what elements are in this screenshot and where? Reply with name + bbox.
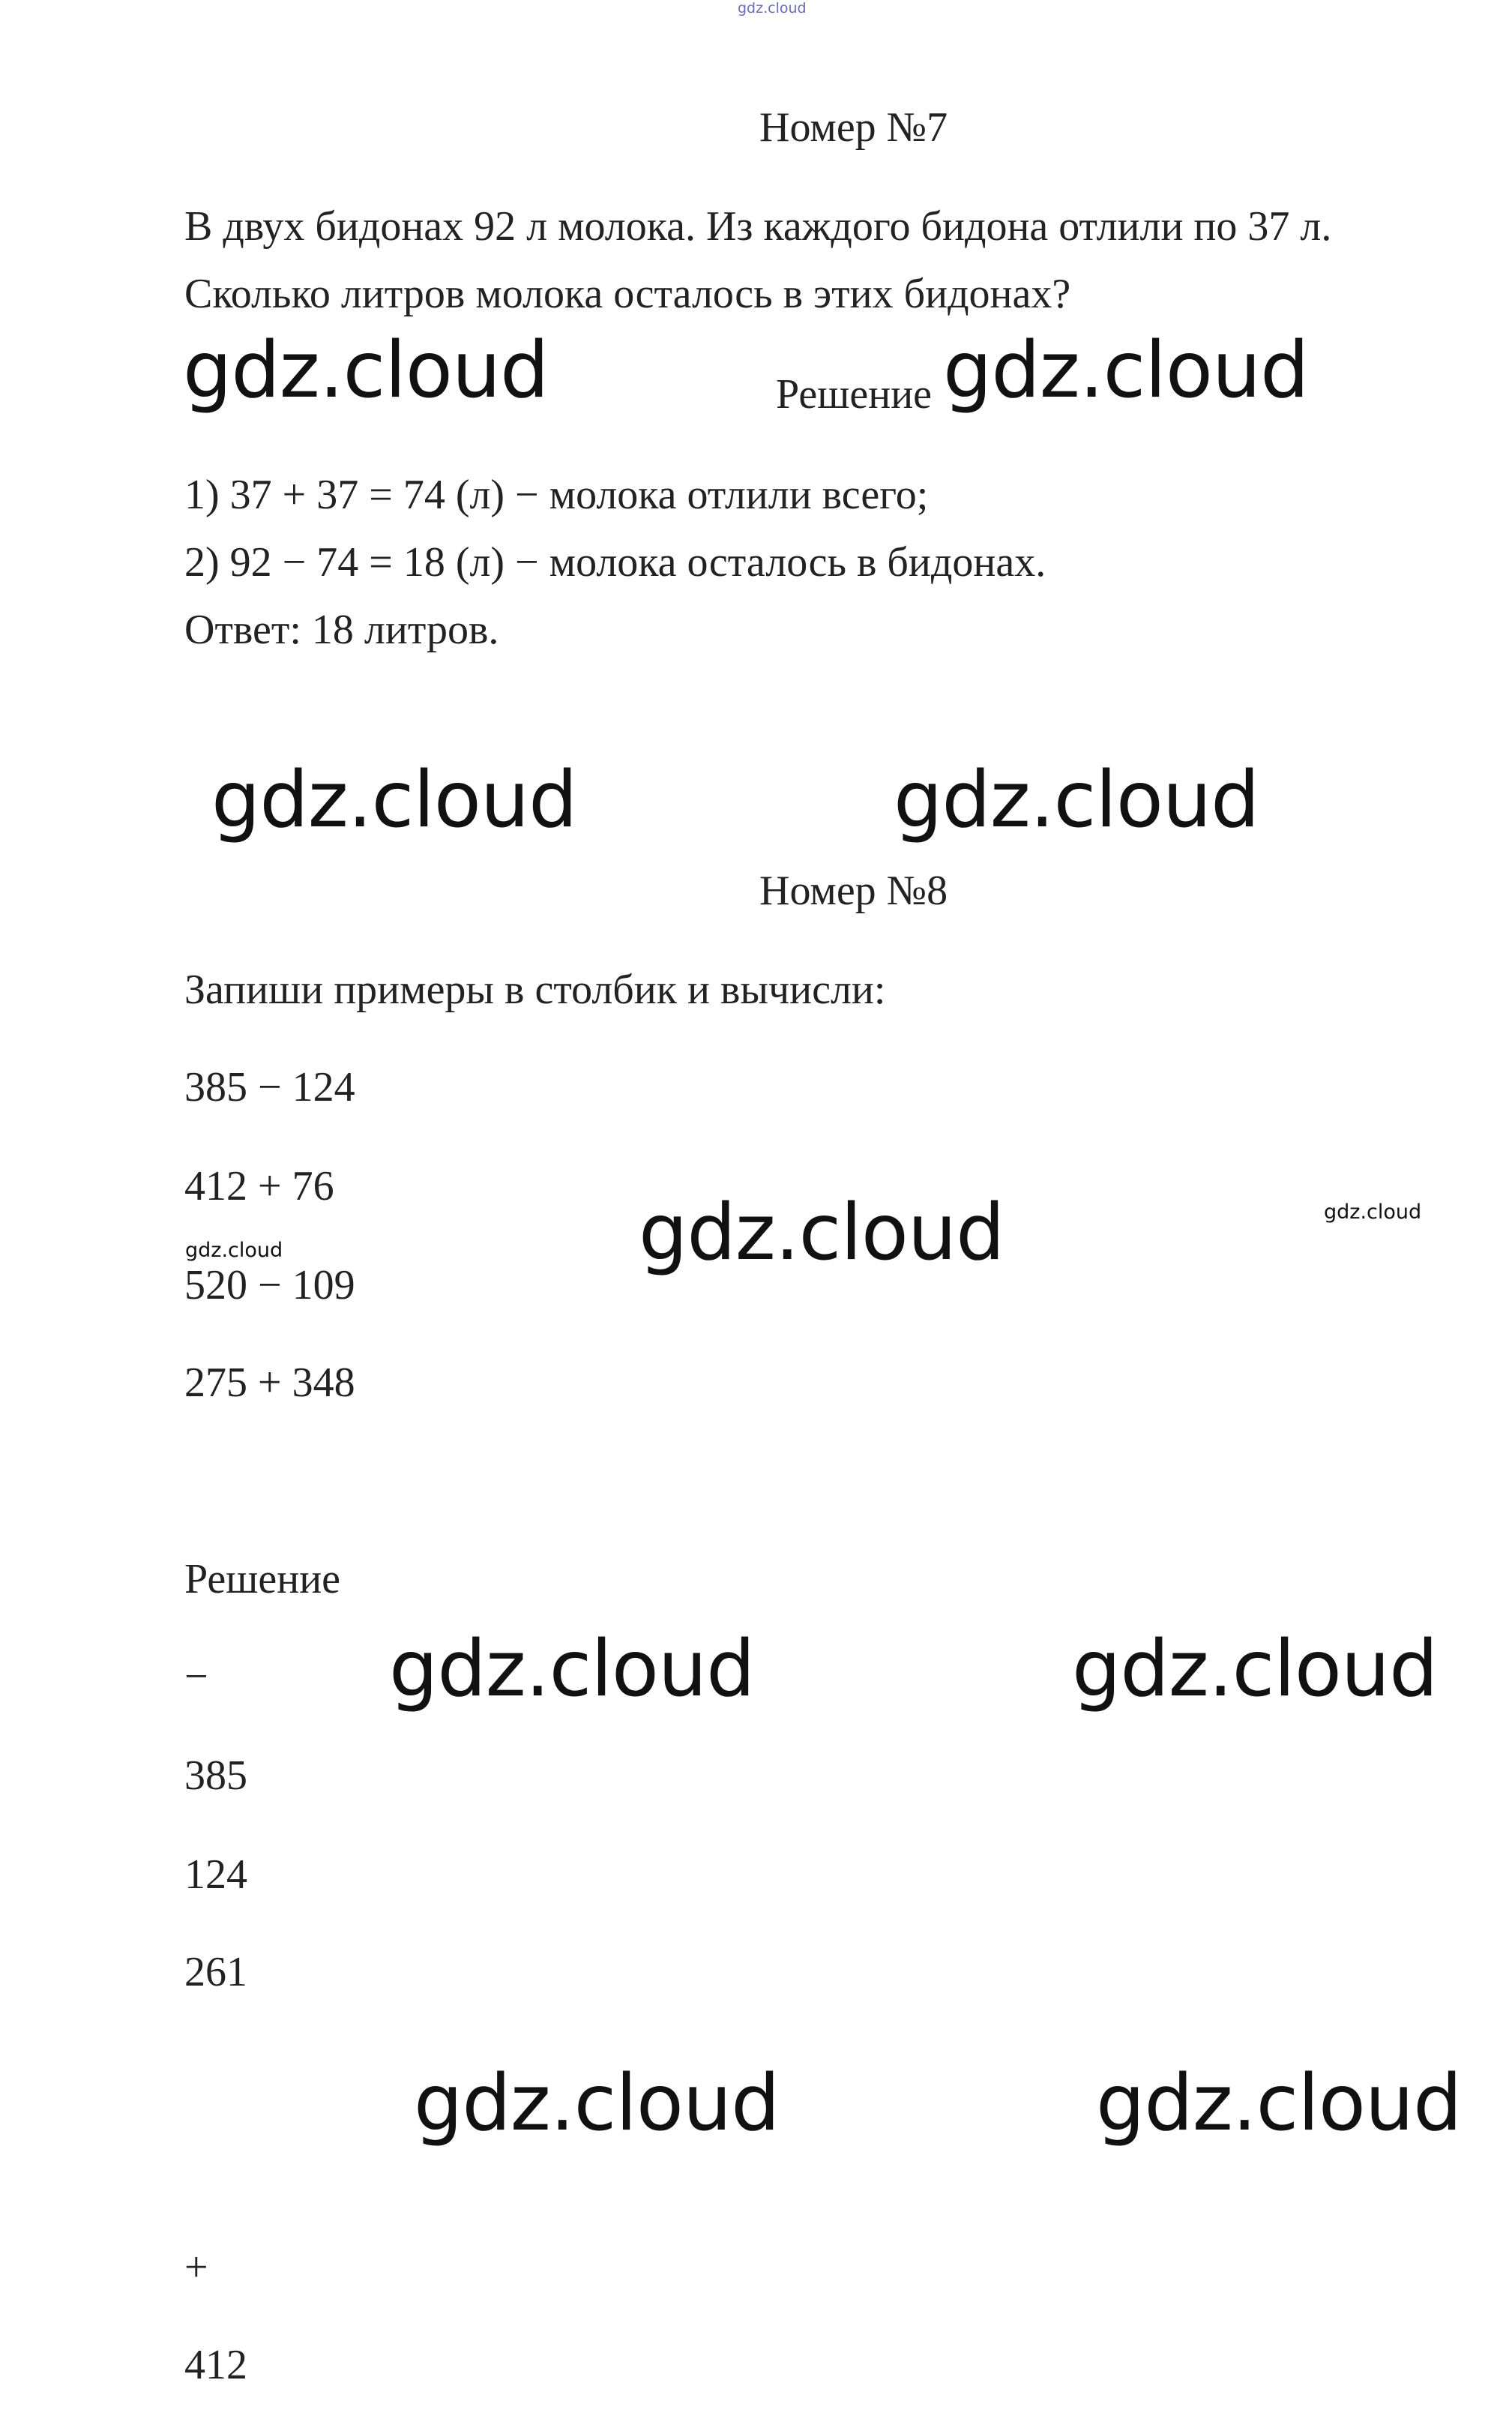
- column1-operand-a: 385: [184, 1752, 247, 1799]
- task7-answer: Ответ: 18 литров.: [184, 607, 499, 653]
- task7-step2: 2) 92 − 74 = 18 (л) − молока осталось в бидонах.: [184, 539, 1046, 586]
- task8-title: Номер №8: [759, 868, 948, 914]
- column2-operand-a: 412: [184, 2342, 247, 2388]
- watermark: gdz.cloud: [414, 2058, 780, 2148]
- watermark: gdz.cloud: [183, 325, 549, 415]
- task7-step1: 1) 37 + 37 = 74 (л) − молока отлили всего;: [184, 472, 929, 518]
- watermark: gdz.cloud: [1324, 1201, 1422, 1224]
- task8-solution-label: Решение: [184, 1556, 341, 1602]
- task8-example-4: 275 + 348: [184, 1359, 355, 1406]
- column1-sign: −: [184, 1653, 208, 1700]
- task7-question-line2: Сколько литров молока осталось в этих бидонах?: [184, 271, 1071, 317]
- task8-instruction: Запиши примеры в столбик и вычисли:: [184, 967, 886, 1013]
- column1-result: 261: [184, 1949, 247, 1995]
- watermark: gdz.cloud: [389, 1624, 755, 1714]
- top-watermark: gdz.cloud: [738, 0, 807, 16]
- task8-example-1: 385 − 124: [184, 1064, 355, 1111]
- watermark: gdz.cloud: [185, 1239, 283, 1262]
- column1-operand-b: 124: [184, 1851, 247, 1898]
- watermark: gdz.cloud: [211, 755, 577, 845]
- task7-question-line1: В двух бидонах 92 л молока. Из каждого бидона отлили по 37 л.: [184, 203, 1332, 250]
- watermark: gdz.cloud: [894, 755, 1259, 845]
- watermark: gdz.cloud: [1072, 1624, 1438, 1714]
- task7-solution-label: Решение: [776, 371, 933, 418]
- watermark: gdz.cloud: [943, 325, 1309, 415]
- watermark: gdz.cloud: [1096, 2058, 1462, 2148]
- watermark: gdz.cloud: [639, 1188, 1005, 1278]
- task7-title: Номер №7: [759, 104, 948, 151]
- column2-sign: +: [184, 2244, 208, 2291]
- task8-example-2: 412 + 76: [184, 1163, 334, 1210]
- task8-example-3: 520 − 109: [184, 1262, 355, 1308]
